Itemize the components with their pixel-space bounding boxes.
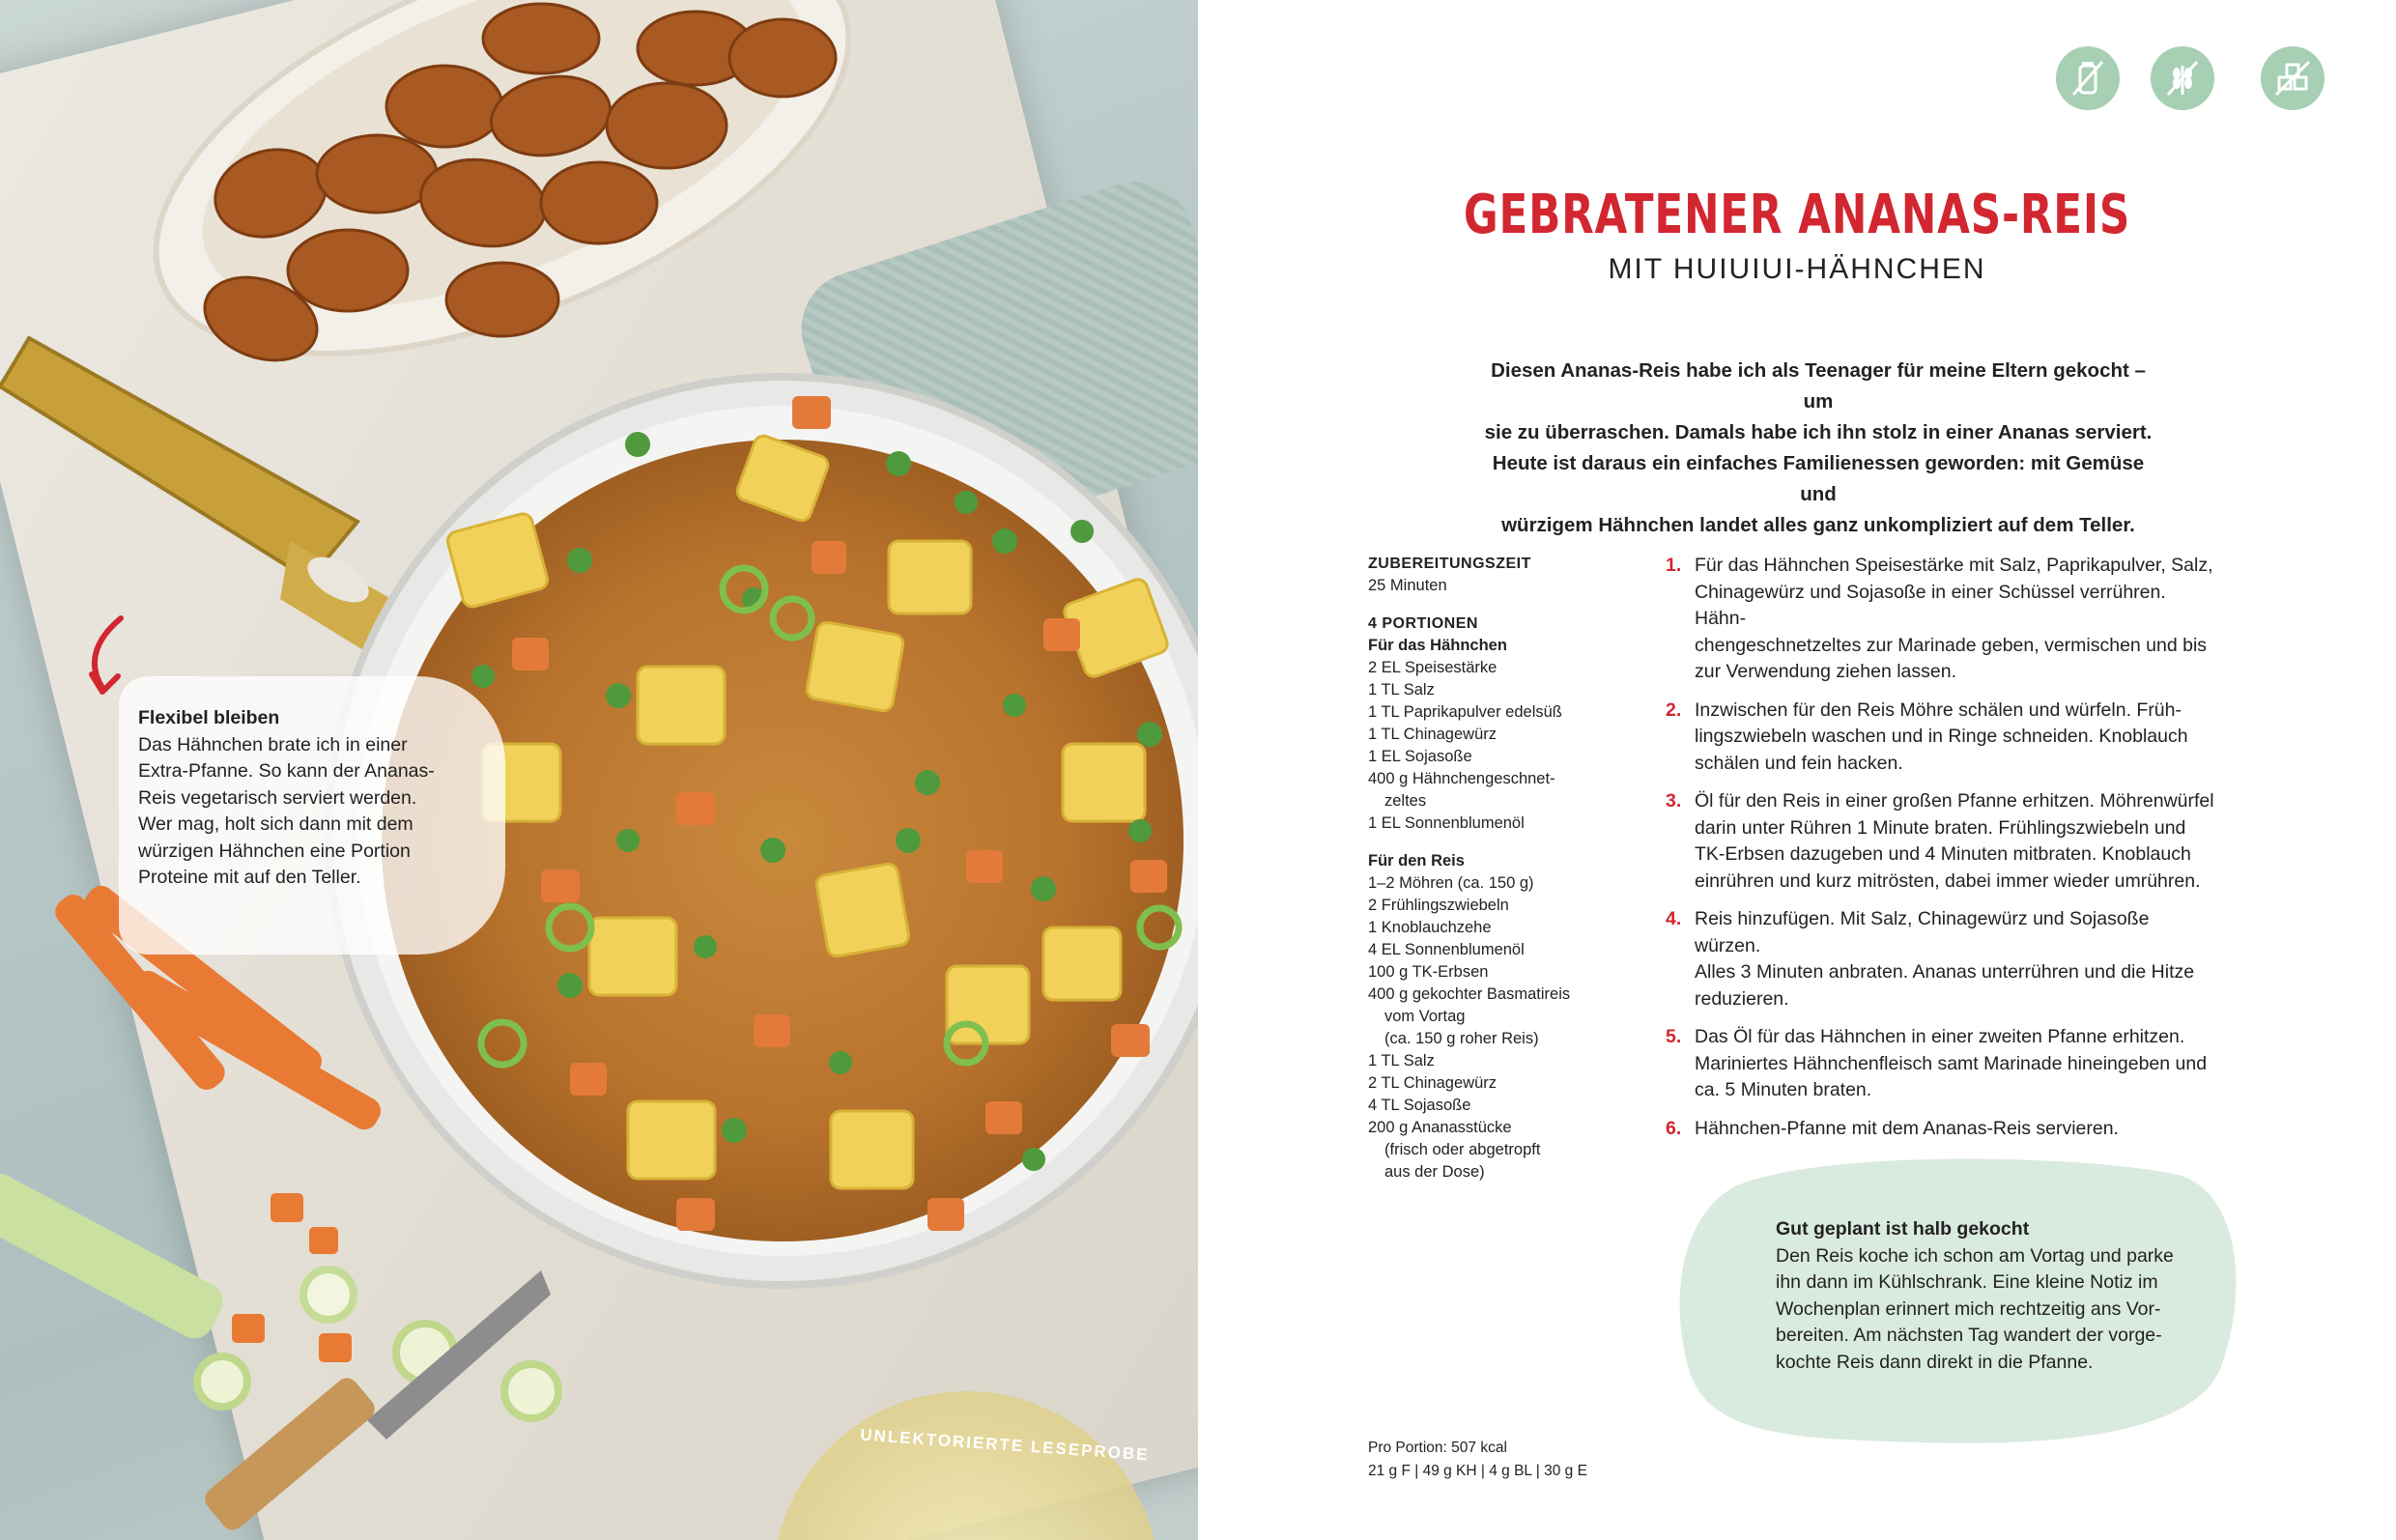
step-5 [1666,1024,2216,1104]
intro-line: sie zu überraschen. Damals habe ich ihn stolz in einer Ananas serviert. [1484,421,2153,443]
knife [200,1270,551,1534]
ingredient-item: aus der Dose) [1384,1163,1485,1181]
step-line: Hähnchen-Pfanne mit dem Ananas-Reis servieren. [1695,1117,2119,1139]
ingredient-item: 200 g Ananasstücke [1368,1119,1512,1136]
gluten-free-icon [2151,46,2214,110]
step-line: darin unter Rühren 1 Minute braten. Frühlingszwiebeln und [1695,816,2186,839]
step-line: Alles 3 Minuten anbraten. Ananas unterrühren und die Hitze [1695,961,2195,983]
ingredient-item: 1 TL Salz [1368,681,1435,699]
ingredient-item: 400 g gekochter Basmatireis [1368,985,1571,1003]
sugar-free-icon [2261,46,2325,110]
tip-line: Wochenplan erinnert mich rechtzeitig ans Vor- [1776,1298,2161,1320]
ingredient-item: (frisch oder abgetropft [1384,1141,1541,1158]
step-line: einrühren und kurz mitrösten, dabei immer wieder umrühren. [1695,870,2201,892]
ingredient-item: 100 g TK-Erbsen [1368,963,1489,981]
step-2 [1666,698,2216,778]
oil-bowl [773,1391,1159,1540]
step-line: Chinagewürz und Sojasoße in einer Schüssel verrühren. Hähn- [1695,581,2166,629]
tip-heading: Flexibel bleiben [138,707,280,728]
ingredient-item: 1 EL Sonnenblumenöl [1368,814,1525,832]
nutrition-kcal: Pro Portion: 507 kcal [1368,1440,1507,1456]
ingredient-item: 1 TL Salz [1368,1052,1435,1069]
step-1 [1666,553,2216,686]
prep-time-label: ZUBEREITUNGSZEIT [1368,556,1531,572]
step-4 [1666,906,2216,1012]
ingredient-item: 1 TL Paprikapulver edelsüß [1368,703,1562,721]
tip-line: Proteine mit auf den Teller. [138,867,361,888]
step-line: Öl für den Reis in einer großen Pfanne erhitzen. Möhrenwürfel [1695,790,2214,812]
ingredient-item: vom Vortag [1384,1008,1466,1025]
ingredients-list [1368,553,1629,1184]
step-6 [1666,1116,2216,1143]
step-number: 5. [1666,1026,1682,1047]
tip-line: Wer mag, holt sich dann mit dem [138,813,414,835]
ingredient-item: 2 Frühlingszwiebeln [1368,897,1509,914]
step-line: Inzwischen für den Reis Möhre schälen und würfeln. Früh- [1695,699,2182,721]
ingredient-item: zeltes [1384,792,1427,810]
ingredient-item: 2 EL Speisestärke [1368,659,1498,676]
ingredient-item: 2 TL Chinagewürz [1368,1074,1497,1092]
ingredient-item: 1 TL Chinagewürz [1368,726,1497,743]
step-number: 4. [1666,908,1682,929]
step-line: Mariniertes Hähnchenfleisch samt Marinade hineingeben und [1695,1052,2208,1074]
ingredient-item: 1 EL Sojasoße [1368,748,1472,765]
nutrition-info [1368,1437,1587,1483]
tip-box-gut-geplant [1679,1156,2239,1446]
tip-box-flexibel [119,676,505,955]
step-line: schälen und fein hacken. [1695,752,1903,774]
tip-line: würzigen Hähnchen eine Portion [138,840,411,862]
recipe-intro [1478,356,2158,541]
prep-time-value: 25 Minuten [1368,577,1447,594]
rice-section-label: Für den Reis [1368,852,1465,870]
tip-line: Das Hähnchen brate ich in einer [138,733,408,756]
step-line: zur Verwendung ziehen lassen. [1695,661,1957,682]
step-number: 2. [1666,699,1682,721]
ingredient-item: 1 Knoblauchzehe [1368,919,1492,936]
intro-line: Heute ist daraus ein einfaches Familienessen geworden: mit Gemüse und [1492,452,2145,505]
tip-line: Extra-Pfanne. So kann der Ananas- [138,760,435,782]
tip-line: kochte Reis dann direkt in die Pfanne. [1776,1351,2094,1373]
ingredient-item: 400 g Hähnchengeschnet- [1368,770,1555,787]
tip-line: Reis vegetarisch serviert werden. [138,786,417,809]
step-line: lingszwiebeln waschen und in Ringe schneiden. Knoblauch [1695,726,2188,747]
step-line: Das Öl für das Hähnchen in einer zweiten Pfanne erhitzen. [1695,1026,2185,1047]
step-number: 6. [1666,1117,1682,1139]
milk-free-icon [2056,46,2120,110]
tip-line: ihn dann im Kühlschrank. Eine kleine Notiz im [1776,1271,2158,1293]
step-line: reduzieren. [1695,987,1789,1010]
portions-label: 4 PORTIONEN [1368,615,1478,632]
tip-line: bereiten. Am nächsten Tag wandert der vorge- [1776,1325,2162,1346]
recipe-subtitle: MIT HUIUIUI-HÄHNCHEN [1608,253,1986,285]
pan-handle [0,338,425,676]
tip-line: Den Reis koche ich schon am Vortag und parke [1776,1244,2174,1267]
intro-line: Diesen Ananas-Reis habe ich als Teenager für meine Eltern gekocht – um [1491,359,2146,413]
step-line: ca. 5 Minuten braten. [1695,1079,1872,1100]
intro-line: würzigem Hähnchen landet alles ganz unkompliziert auf dem Teller. [1501,514,2135,536]
ingredient-item: (ca. 150 g roher Reis) [1384,1030,1539,1047]
step-3 [1666,788,2216,895]
ingredient-item: 4 TL Sojasoße [1368,1097,1471,1114]
tip-heading: Gut geplant ist halb gekocht [1776,1218,2030,1240]
recipe-title: GEBRATENER ANANAS-REIS [1463,184,2131,246]
ingredient-item: 1–2 Möhren (ca. 150 g) [1368,874,1534,892]
step-line: Reis hinzufügen. Mit Salz, Chinagewürz und Sojasoße würzen. [1695,908,2150,956]
nutrition-macros: 21 g F | 49 g KH | 4 g BL | 30 g E [1368,1463,1587,1479]
recipe-page [1198,0,2396,1540]
step-number: 3. [1666,790,1682,812]
instruction-steps [1666,553,2216,1154]
step-line: TK-Erbsen dazugeben und 4 Minuten mitbraten. Knoblauch [1695,843,2191,865]
step-line: Für das Hähnchen Speisestärke mit Salz, Paprikapulver, Salz, [1695,555,2213,576]
step-number: 1. [1666,555,1682,576]
step-line: chengeschnetzeltes zur Marinade geben, vermischen und bis [1695,634,2208,656]
chicken-section-label: Für das Hähnchen [1368,637,1507,654]
watermark: UNLEKTORIERTE LESEPROBE [859,1425,1151,1465]
ingredient-item: 4 EL Sonnenblumenöl [1368,941,1525,958]
